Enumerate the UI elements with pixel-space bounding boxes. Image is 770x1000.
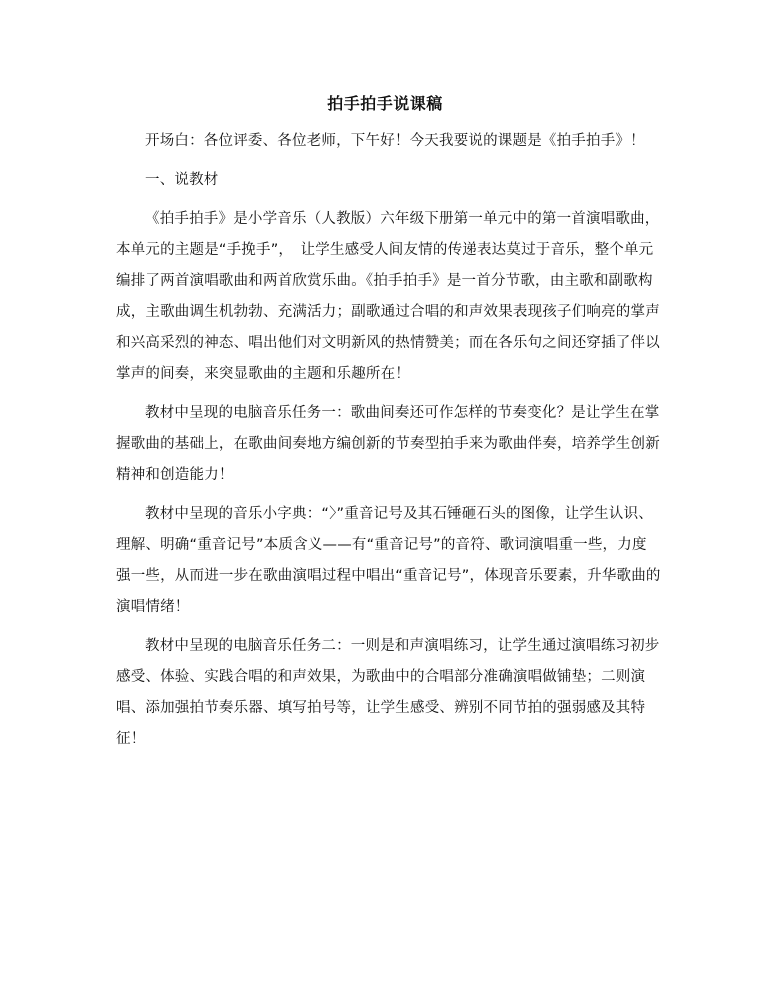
document-title: 拍手拍手说课稿 — [327, 94, 443, 113]
section-heading-textbook: 一、说教材 — [145, 172, 219, 188]
paragraph-opening: 开场白：各位评委、各位老师，下午好！今天我要说的课题是《拍手拍手》！ — [145, 133, 645, 149]
paragraph-music-dictionary: 教材中呈现的音乐小字典：“〉”重音记号及其石锤砸石头的图像，让学生认识、理解、明确“重音记号”本质含义——有“重音记号”的音符、歌词演唱重一些，力度强一些，从而进一步在歌曲演唱过程中唱出“重音记号”，体现音乐要素，升华歌曲的演唱情绪！ — [116, 506, 661, 615]
paragraph-computer-task-two: 教材中呈现的电脑音乐任务二：一则是和声演唱练习，让学生通过演唱练习初步感受、体验、实践合唱的和声效果，为歌曲中的合唱部分准确演唱做铺垫；二则演唱、添加强拍节奏乐器、填写拍号等，让学生感受、辨别不同节拍的强弱感及其特征！ — [116, 638, 660, 747]
paragraph-computer-task-one: 教材中呈现的电脑音乐任务一：歌曲间奏还可作怎样的节奏变化？是让学生在掌握歌曲的基础上，在歌曲间奏地方编创新的节奏型拍手来为歌曲伴奏，培养学生创新精神和创造能力！ — [116, 405, 660, 483]
paragraph-textbook-intro: 《拍手拍手》是小学音乐（人教版）六年级下册第一单元中的第一首演唱歌曲，本单元的主题是“手挽手”， 让学生感受人间友情的传递表达莫过于音乐，整个单元编排了两首演唱歌曲和两首欣赏乐曲。《拍手拍手》是一首分节歌，由主歌和副歌构成，主歌曲调生机勃勃、充满活力；副歌通过合唱的和声效果表现孩子们响亮的掌声和兴高采烈的神态、唱出他们对文明新风的热情赞美；而在各乐句之间还穿插了伴以掌声的间奏，来突显歌曲的主题和乐趣所在！ — [116, 211, 660, 382]
document-body — [116, 126, 661, 763]
